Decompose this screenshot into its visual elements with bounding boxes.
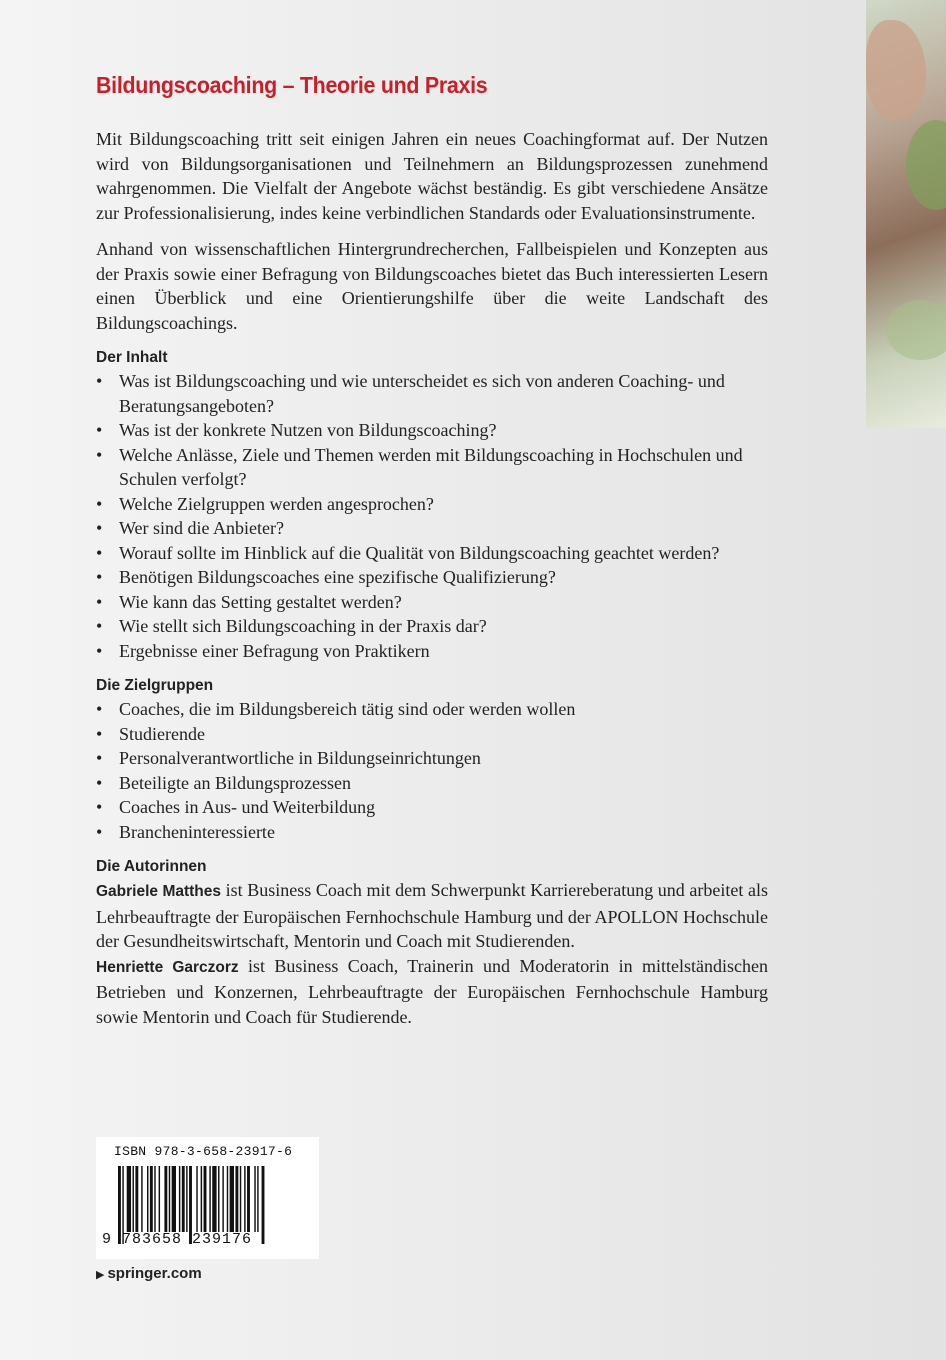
author-name: Gabriele Matthes [96, 883, 222, 900]
barcode-bar [154, 1166, 155, 1232]
bullet-icon: • [96, 444, 103, 465]
bullet-icon: • [96, 518, 103, 538]
barcode-bar [235, 1166, 238, 1232]
barcode-bar [254, 1166, 255, 1232]
barcode-bar [141, 1166, 142, 1232]
section-heading-inhalt: Der Inhalt [96, 349, 168, 366]
barcode-bar [182, 1166, 185, 1232]
list-item: • Wer sind die Anbieter? [96, 516, 768, 541]
intro-paragraph-1: Mit Bildungscoaching tritt seit einigen Jahren ein neues Coachingformat auf. Der Nutzen wird von Bildungsorganisationen und Teilnehmern an Bildungsprozessen zunehmend wahrgenommen. Die Vielfalt der Angebote wächst beständig. Es gibt verschiedene Ansätze zur Professionalisierung, indes keine verbindlichen Standards oder Evaluationsinstrumente. [96, 129, 768, 223]
list-item: • Welche Zielgruppen werden angesprochen? [96, 492, 768, 517]
photo-foliage-lower [886, 300, 946, 360]
barcode-bar [212, 1166, 216, 1232]
list-item: • Welche Anlässe, Ziele und Themen werden mit Bildungscoaching in Hochschulen und Schulen verfolgt? [96, 444, 743, 489]
bullet-icon: • [96, 699, 103, 719]
barcode-bar [201, 1166, 202, 1232]
list-item: • Brancheninteressierte [96, 820, 768, 845]
barcode-bar [135, 1166, 138, 1232]
isbn-label: ISBN 978-3-658-23917-6 [114, 1144, 293, 1159]
barcode-bar [222, 1166, 223, 1232]
barcode-bar [230, 1166, 234, 1232]
author-name: Henriette Garczorz [96, 958, 239, 976]
photo-foliage [906, 120, 946, 210]
inhalt-list [96, 369, 768, 663]
zielgruppen-list [96, 697, 768, 844]
bullet-icon: • [96, 748, 103, 768]
publisher-url: springer.com [107, 1265, 202, 1282]
bullet-icon: • [96, 640, 103, 661]
list-item: • Coaches in Aus- und Weiterbildung [96, 795, 768, 820]
bullet-icon: • [96, 567, 103, 587]
arrow-right-icon: ▶ [96, 1269, 105, 1281]
barcode-bar [159, 1166, 160, 1232]
barcode-bar [218, 1166, 219, 1232]
section-heading-autorinnen: Die Autorinnen [96, 858, 207, 875]
book-title: Bildungscoaching – Theorie und Praxis [96, 72, 488, 98]
author-bios [96, 878, 768, 1029]
back-cover-text [96, 72, 768, 1029]
cover-photo [866, 0, 946, 428]
list-item: • Studierende [96, 722, 768, 747]
list-item: • Wie stellt sich Bildungscoaching in der Praxis dar? [96, 614, 768, 639]
list-item: • Coaches, die im Bildungsbereich tätig sind oder werden wollen [96, 697, 768, 722]
barcode-bar [209, 1166, 210, 1232]
barcode-bar [186, 1166, 187, 1232]
barcode-bar [133, 1166, 134, 1232]
list-item: • Benötigen Bildungscoaches eine spezifische Qualifizierung? [96, 565, 768, 590]
list-item: • Was ist der konkrete Nutzen von Bildungscoaching? [96, 418, 768, 443]
barcode-bar [127, 1166, 131, 1232]
list-item: • Wie kann das Setting gestaltet werden? [96, 590, 768, 615]
barcode-bar [247, 1166, 250, 1232]
list-item: • Worauf sollte im Hinblick auf die Qualität von Bildungscoaching geachtet werden? [96, 541, 768, 566]
list-item: • Personalverantwortliche in Bildungseinrichtungen [96, 746, 768, 771]
section-heading-zielgruppen: Die Zielgruppen [96, 677, 214, 694]
bullet-icon: • [96, 772, 103, 793]
list-item: • Ergebnisse einer Befragung von Praktikern [96, 639, 768, 664]
barcode-bar [164, 1166, 167, 1232]
barcode-bar [147, 1166, 148, 1232]
barcode-bar [172, 1166, 176, 1232]
barcode-bar [257, 1166, 258, 1232]
list-item: • Was ist Bildungscoaching und wie unterscheidet es sich von anderen Coaching- und Beratungsangeboten? [96, 371, 725, 416]
barcode-bar [262, 1166, 265, 1244]
barcode-digits: 9 783658 239176 [102, 1231, 253, 1248]
barcode-bar [204, 1166, 207, 1232]
bullet-icon: • [96, 723, 103, 744]
bullet-icon: • [96, 542, 103, 563]
bullet-icon: • [96, 797, 103, 817]
intro-paragraph-2: Anhand von wissenschaftlichen Hintergrundrecherchen, Fallbeispielen und Konzepten aus der Praxis sowie einer Befragung von Bildungscoaches bietet das Buch interessierten Lesern einen Überblick und eine Orientierungshilfe über die weite Landschaft des Bildungscoachings. [96, 239, 768, 333]
barcode-bar [179, 1166, 180, 1232]
barcode-bar [196, 1166, 197, 1232]
bullet-icon: • [96, 616, 103, 636]
author-bio: Henriette Garczorz ist Business Coach, Trainerin und Moderatorin in mittelständischen Betrieben und Konzernen, Lehrbeauftragte der Europäischen Fernhochschule Hamburg sowie Mentorin und Coach für Studierende. [96, 955, 768, 1027]
barcode-bar [227, 1166, 228, 1232]
bullet-icon: • [96, 493, 103, 514]
barcode-bar [244, 1166, 245, 1232]
isbn-barcode [96, 1137, 319, 1259]
bullet-icon: • [96, 591, 103, 612]
barcode-bar [169, 1166, 170, 1232]
bullet-icon: • [96, 420, 103, 440]
publisher-link[interactable] [96, 1265, 202, 1282]
list-item: • Beteiligte an Bildungsprozessen [96, 771, 768, 796]
author-bio: Gabriele Matthes ist Business Coach mit dem Schwerpunkt Karriereberatung und arbeitet als Lehrbeauftragte der Europäischen Fernhochschule Hamburg und der APOLLON Hochschule der Gesundheitswirtschaft, Mentorin und Coach mit Studierenden. [96, 880, 768, 951]
photo-face [866, 20, 926, 120]
bullet-icon: • [96, 821, 103, 842]
barcode-bar [240, 1166, 241, 1232]
barcode-bar [150, 1166, 153, 1232]
bullet-icon: • [96, 371, 103, 391]
